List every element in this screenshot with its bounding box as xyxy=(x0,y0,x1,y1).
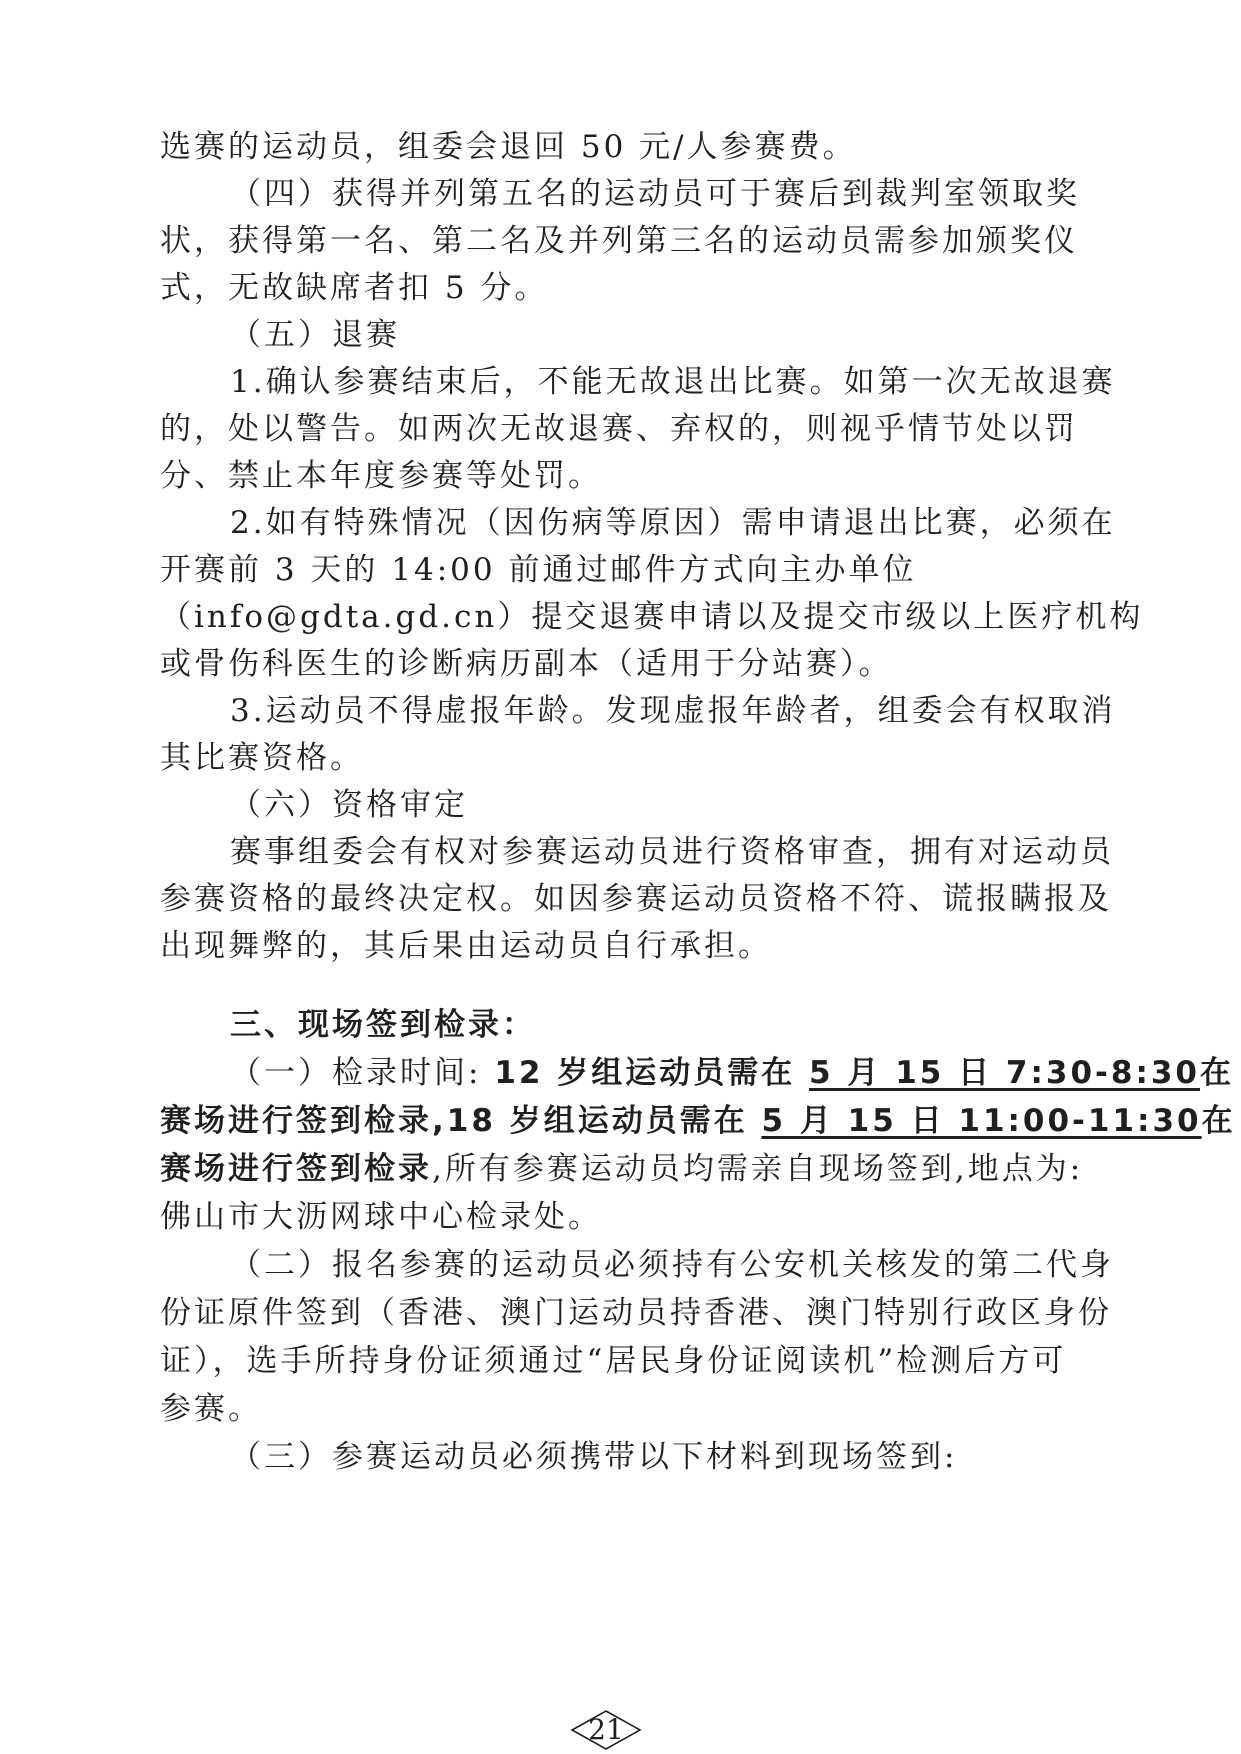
text-line xyxy=(160,1149,1084,1189)
text-line: 证），选手所持身份证须通过“居民身份证阅读机”检测后方可 xyxy=(160,1343,1067,1379)
text-line: 参赛资格的最终决定权。如因参赛运动员资格不符、谎报瞒报及 xyxy=(160,881,1112,917)
text-span: ,所有参赛运动员均需亲自现场签到,地点为: xyxy=(432,1151,1084,1187)
text-span-bold: 赛场进行签到检录 xyxy=(160,1151,432,1187)
text-line: 式，无故缺席者扣 5 分。 xyxy=(160,270,549,306)
text-line xyxy=(230,1053,1235,1093)
text-line: 或骨伤科医生的诊断病历副本（适用于分站赛）。 xyxy=(160,646,893,682)
text-line: 的，处以警告。如两次无故退赛、弃权的，则视乎情节处以罚 xyxy=(160,411,1078,447)
text-line: 其比赛资格。 xyxy=(160,740,364,776)
text-line: 开赛前 3 天的 14:00 前通过邮件方式向主办单位 xyxy=(160,552,917,588)
text-line: 3.运动员不得虚报年龄。发现虚报年龄者，组委会有权取消 xyxy=(230,693,1116,729)
text-span-bold: 赛场进行签到检录,18 岁组运动员需在 xyxy=(160,1103,762,1139)
text-line: （info@gdta.gd.cn）提交退赛申请以及提交市级以上医疗机构 xyxy=(160,599,1144,635)
text-line xyxy=(160,1101,1236,1141)
text-line: 分、禁止本年度参赛等处罚。 xyxy=(160,458,602,494)
text-span-bold: 在 xyxy=(1201,1103,1236,1139)
text-line: （三）参赛运动员必须携带以下材料到现场签到: xyxy=(230,1439,958,1475)
text-span: （一）检录时间: xyxy=(230,1055,495,1091)
text-span-underlined: 5 月 15 日 11:00-11:30 xyxy=(761,1103,1202,1139)
page-number xyxy=(570,1710,642,1750)
text-line: 赛事组委会有权对参赛运动员进行资格审查，拥有对运动员 xyxy=(230,834,1114,870)
text-line: 状，获得第一名、第二名及并列第三名的运动员需参加颁奖仪 xyxy=(160,223,1078,259)
section-heading: 三、现场签到检录： xyxy=(230,1007,536,1043)
text-span-underlined: 5 月 15 日 7:30-8:30 xyxy=(809,1055,1201,1091)
text-line: 2.如有特殊情况（因伤病等原因）需申请退出比赛，必须在 xyxy=(230,505,1116,541)
text-line: 选赛的运动员，组委会退回 50 元/人参赛费。 xyxy=(160,129,857,165)
text-span-bold: 在 xyxy=(1200,1055,1235,1091)
text-line: 份证原件签到（香港、澳门运动员持香港、澳门特别行政区身份 xyxy=(160,1295,1112,1331)
text-line: 出现舞弊的，其后果由运动员自行承担。 xyxy=(160,928,772,964)
page-number-label: 21 xyxy=(588,1713,624,1746)
text-line: （二）报名参赛的运动员必须持有公安机关核发的第二代身 xyxy=(230,1247,1114,1283)
text-line: 1.确认参赛结束后，不能无故退出比赛。如第一次无故退赛 xyxy=(230,364,1116,400)
text-line: （五）退赛 xyxy=(230,317,400,353)
text-line: 佛山市大沥网球中心检录处。 xyxy=(160,1199,602,1235)
text-line: （四）获得并列第五名的运动员可于赛后到裁判室领取奖 xyxy=(230,176,1080,212)
text-line: 参赛。 xyxy=(160,1391,262,1427)
text-line: （六）资格审定 xyxy=(230,787,468,823)
text-span-bold: 12 岁组运动员需在 xyxy=(494,1055,810,1091)
